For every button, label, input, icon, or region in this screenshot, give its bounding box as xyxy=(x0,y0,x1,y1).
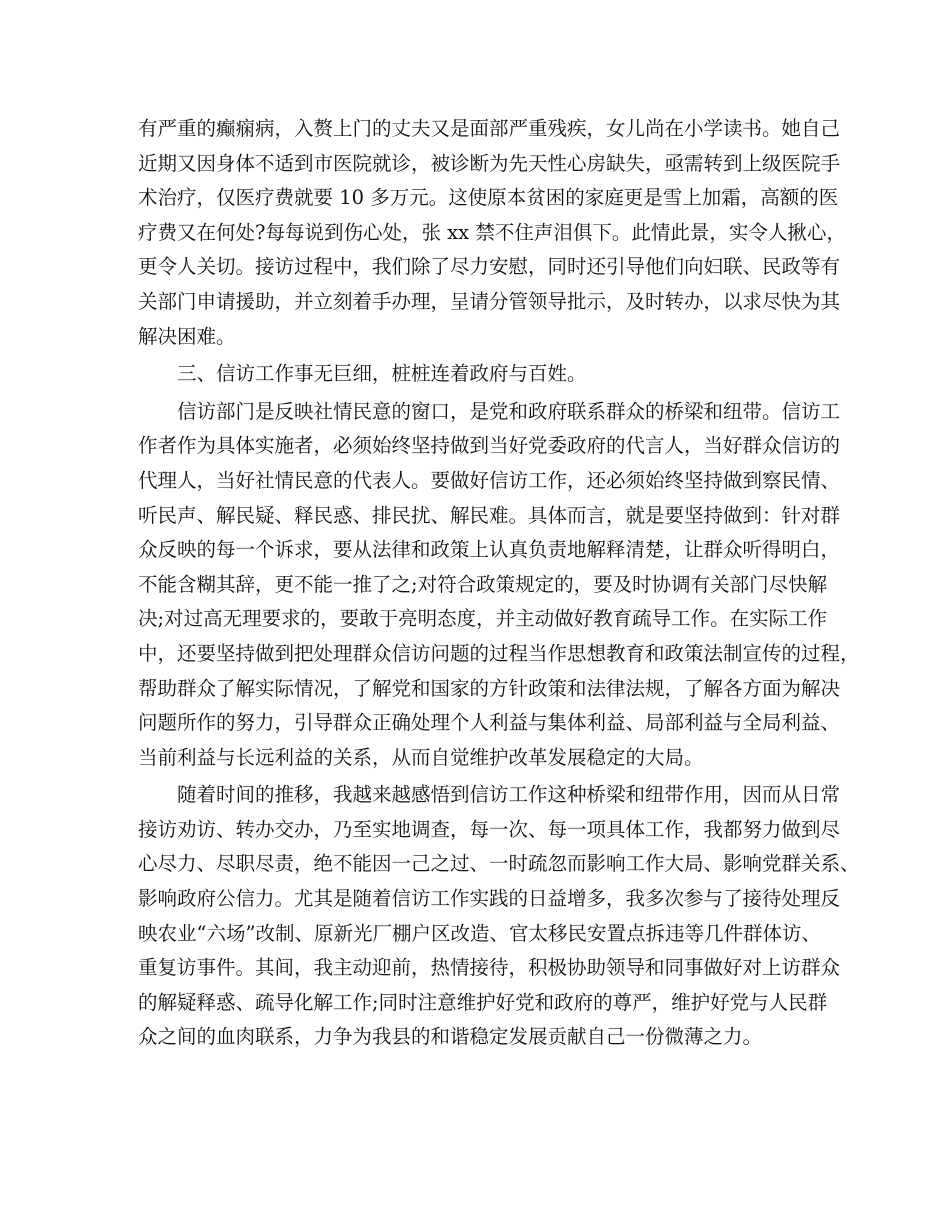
paragraph-2 xyxy=(138,395,860,776)
paragraph-line: 更令人关切。接访过程中，我们除了尽力安慰，同时还引导他们向妇联、民政等有 xyxy=(138,255,841,279)
paragraph-line: 众反映的每一个诉求，要从法律和政策上认真负责地解释清楚，让群众听得明白， xyxy=(138,538,841,562)
paragraph-line: 术治疗，仅医疗费就要 10 多万元。这使原本贫困的家庭更是雪上加霜，高额的医 xyxy=(138,186,839,210)
paragraph-line: 不能含糊其辞，更不能一推了之;对符合政策规定的，要及时协调有关部门尽快解 xyxy=(138,572,828,596)
paragraph-line: 近期又因身体不适到市医院就诊，被诊断为先天性心房缺失，亟需转到上级医院手 xyxy=(138,151,841,175)
paragraph-line: 心尽力、尽职尽责，绝不能因一己之过、一时疏忽而影响工作大局、影响党群关系、 xyxy=(138,852,860,876)
paragraph-line: 帮助群众了解实际情况，了解党和国家的方针政策和法律法规，了解各方面为解决 xyxy=(138,676,841,700)
paragraph-1 xyxy=(138,112,846,354)
paragraph-line: 的解疑释惑、疏导化解工作;同时注意维护好党和政府的尊严，维护好党与人民群 xyxy=(138,990,828,1014)
section-heading-3 xyxy=(138,357,828,392)
paragraph-line: 信访部门是反映社情民意的窗口，是党和政府联系群众的桥梁和纽带。信访工 xyxy=(177,399,841,423)
paragraph-line: 随着时间的推移，我越来越感悟到信访工作这种桥梁和纽带作用，因而从日常 xyxy=(177,783,841,807)
paragraph-3 xyxy=(138,778,860,1055)
paragraph-line: 映农业“六场”改制、原新光厂棚户区改造、官太移民安置点拆违等几件群体访、 xyxy=(138,921,821,945)
paragraph-line: 影响政府公信力。尤其是随着信访工作实践的日益增多，我多次参与了接待处理反 xyxy=(138,887,841,911)
paragraph-line: 有严重的癫痫病，入赘上门的丈夫又是面部严重残疾，女儿尚在小学读书。她自己 xyxy=(138,117,841,140)
paragraph-line: 重复访事件。其间，我主动迎前，热情接待，积极协助领导和同事做好对上访群众 xyxy=(138,956,841,980)
document-body xyxy=(138,112,860,1055)
section-heading: 三、信访工作事无巨细，桩桩连着政府与百姓。 xyxy=(177,362,587,386)
paragraph-line: 问题所作的努力，引导群众正确处理个人利益与集体利益、局部利益与全局利益、 xyxy=(138,711,841,735)
paragraph-line: 众之间的血肉联系，力争为我县的和谐稳定发展贡献自己一份微薄之力。 xyxy=(138,1025,763,1049)
paragraph-line: 听民声、解民疑、释民惑、排民扰、解民难。具体而言，就是要坚持做到：针对群 xyxy=(138,503,841,527)
paragraph-line: 代理人，当好社情民意的代表人。要做好信访工作，还必须始终坚持做到察民情、 xyxy=(138,468,841,492)
paragraph-line: 当前利益与长远利益的关系，从而自觉维护改革发展稳定的大局。 xyxy=(138,745,704,769)
paragraph-line: 解决困难。 xyxy=(138,324,236,348)
paragraph-line: 接访劝访、转办交办，乃至实地调查，每一次、每一项具体工作，我都努力做到尽 xyxy=(138,817,841,841)
paragraph-line: 关部门申请援助，并立刻着手办理，呈请分管领导批示，及时转办，以求尽快为其 xyxy=(138,289,841,313)
paragraph-line: 中，还要坚持做到把处理群众信访问题的过程当作思想教育和政策法制宣传的过程， xyxy=(138,641,860,665)
paragraph-line: 决;对过高无理要求的，要敢于亮明态度，并主动做好教育疏导工作。在实际工作 xyxy=(138,607,828,631)
paragraph-line: 疗费又在何处?每每说到伤心处，张 xx 禁不住声泪俱下。此情此景，实令人揪心， xyxy=(138,220,846,244)
paragraph-line: 作者作为具体实施者，必须始终坚持做到当好党委政府的代言人，当好群众信访的 xyxy=(138,434,841,458)
